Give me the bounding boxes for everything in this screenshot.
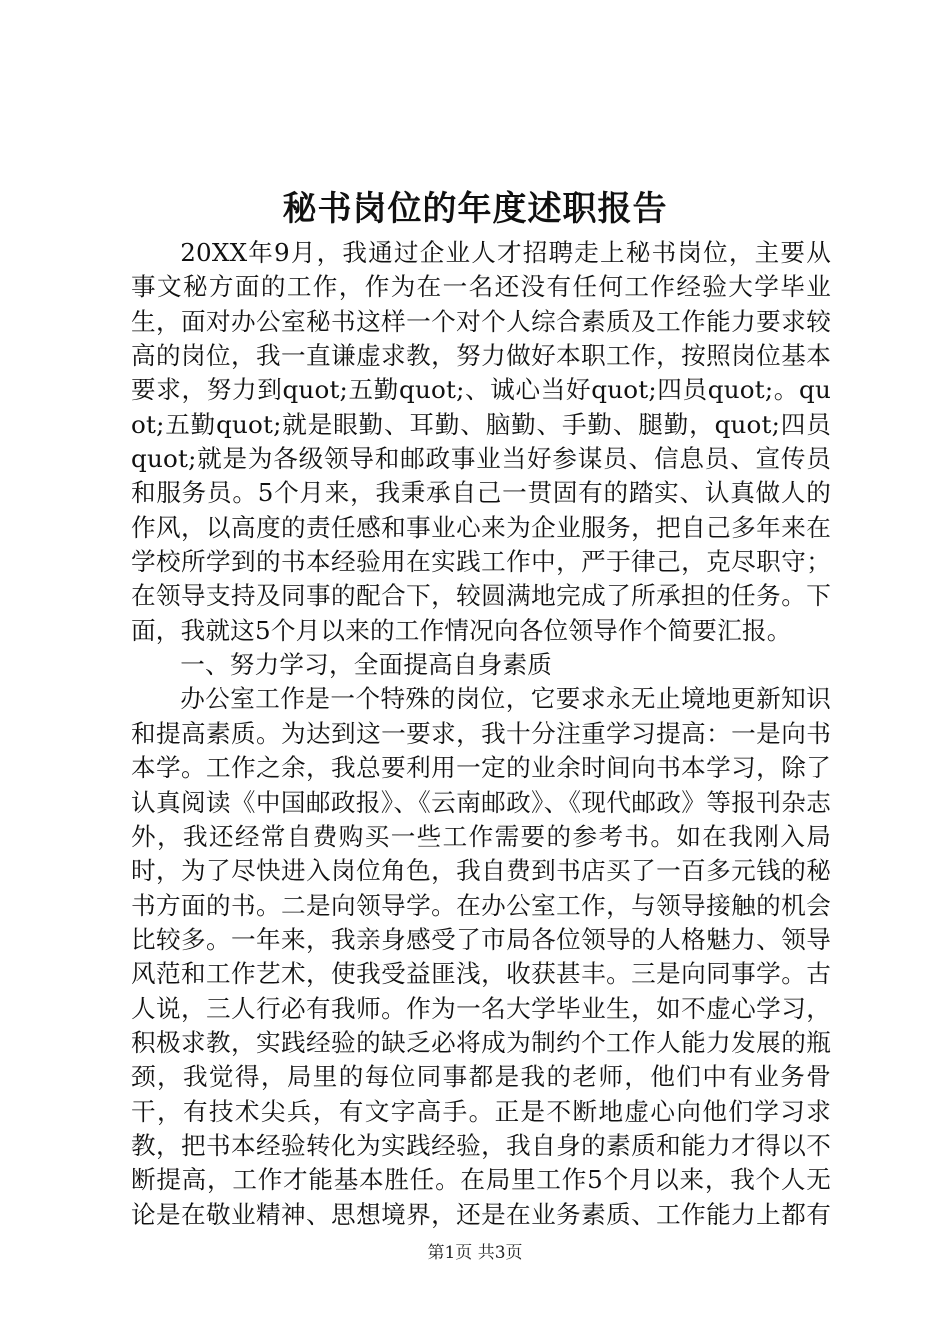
section-heading-1: 一、努力学习，全面提高自身素质 [180, 650, 553, 680]
document-title: 秘书岗位的年度述职报告 [282, 189, 668, 229]
paragraph-learning: 办公室工作是一个特殊的岗位，它要求永无止境地更新知识和提高素质。为达到这一要求，我十分注重学习提高：一是向书本学。工作之余，我总要利用一定的业余时间向书本学习，除了认真阅读《中国邮政报》、《云南邮政》、《现代邮政》等报刊杂志外，我还经常自费购买一些工作需要的参考书。如在我刚入局时，为了尽快进入岗位角色，我自费到书店买了一百多元钱的秘书方面的书。二是向领导学。在办公室工作，与领导接触的机会比较多。一年来，我亲身感受了市局各位领导的人格魅力、领导风范和工作艺术，使我受益匪浅，收获甚丰。三是向同事学。古人说，三人行必有我师。作为一名大学毕业生，如不虚心学习，积极求教，实践经验的缺乏必将成为制约个工作人能力发展的瓶颈，我觉得，局里的每位同事都是我的老师，他们中有业务骨干，有技术尖兵，有文字高手。正是不断地虚心向他们学习求教，把书本经验转化为实践经验，我自身的素质和能力才得以不断提高，工作才能基本胜任。在局里工作5个月以来，我个人无论是在敬业精神、思想境界，还是在业务素质、工作能力上都有 [131, 684, 831, 1229]
document-body [131, 236, 831, 1232]
page-number-footer: 第1页 共3页 [427, 1243, 523, 1263]
paragraph-intro: 20XX年9月，我通过企业人才招聘走上秘书岗位，主要从事文秘方面的工作，作为在一名还没有任何工作经验大学毕业生，面对办公室秘书这样一个对个人综合素质及工作能力要求较高的岗位，我一直谦虚求教，努力做好本职工作，按照岗位基本要求，努力到quot;五勤quot;、诚心当好quot;四员quot;。quot;五勤quot;就是眼勤、耳勤、脑勤、手勤、腿勤，quot;四员quot;就是为各级领导和邮政事业当好参谋员、信息员、宣传员和服务员。5个月来，我秉承自己一贯固有的踏实、认真做人的作风，以高度的责任感和事业心来为企业服务，把自己多年来在学校所学到的书本经验用在实践工作中，严于律己，克尽职守；在领导支持及同事的配合下，较圆满地完成了所承担的任务。下面，我就这5个月以来的工作情况向各位领导作个简要汇报。 [131, 238, 831, 645]
